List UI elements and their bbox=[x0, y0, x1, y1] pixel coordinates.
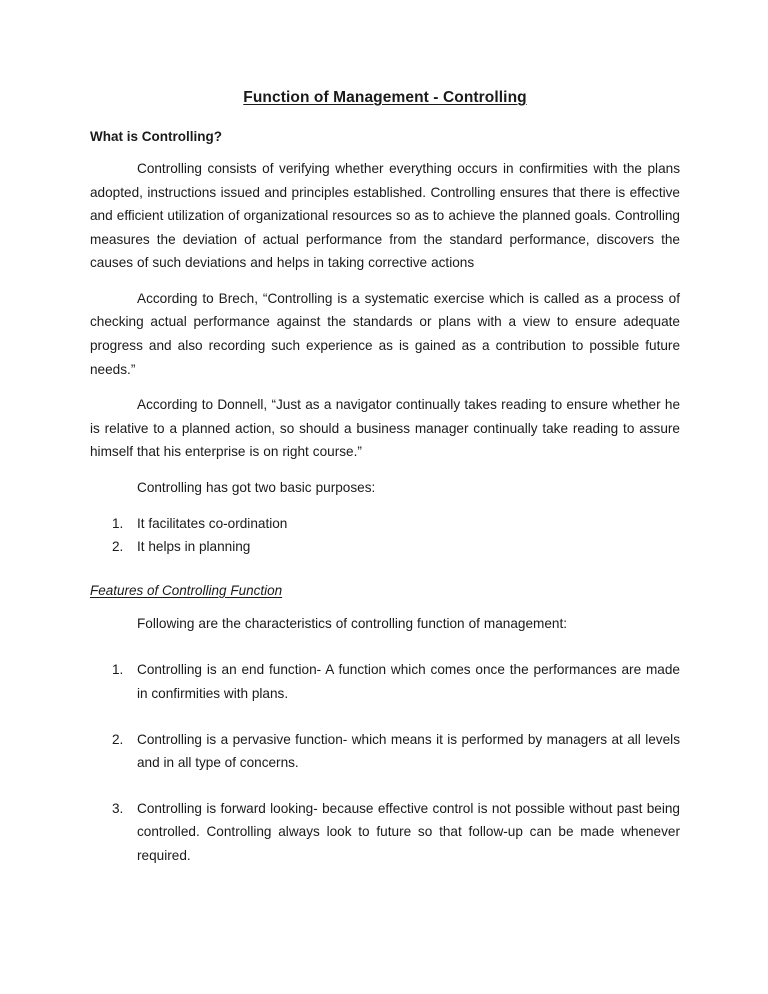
list-marker: 2. bbox=[112, 731, 124, 747]
spacer bbox=[90, 647, 680, 658]
features-list bbox=[90, 658, 680, 867]
paragraph-brech-quote: According to Brech, “Controlling is a systematic exercise which is called as a process of checking actual performance against the standards or plans with a view to ensure adequate progress and also recording such experience as is gained as a contribution to possible future needs.” bbox=[90, 290, 680, 377]
list-item bbox=[90, 535, 680, 559]
list-item-text: It helps in planning bbox=[137, 539, 251, 555]
list-item-text: Controlling is an end function- A function which comes once the performances are made in confirmities with plans. bbox=[137, 662, 680, 702]
paragraph-purposes-intro: Controlling has got two basic purposes: bbox=[137, 480, 376, 496]
document-body bbox=[90, 88, 680, 880]
paragraph-features-intro: Following are the characteristics of controlling function of management: bbox=[137, 615, 568, 631]
paragraph-donnell-quote: According to Donnell, “Just as a navigator continually takes reading to ensure whether he is relative to a planned action, so should a business manager continually take reading to assure himself that his enterprise is on right course.” bbox=[90, 397, 680, 460]
list-item-text: It facilitates co-ordination bbox=[137, 515, 288, 531]
list-item bbox=[90, 797, 680, 868]
list-item bbox=[90, 658, 680, 705]
section-heading-features-wrap bbox=[90, 582, 680, 600]
list-item bbox=[90, 512, 680, 536]
list-item-text: Controlling is forward looking- because effective control is not possible without past being controlled. Controlling always look to future so that follow-up can be made whenever required. bbox=[137, 800, 680, 863]
list-item-text: Controlling is a pervasive function- which means it is performed by managers at all levels and in all type of concerns. bbox=[137, 731, 680, 771]
list-marker: 3. bbox=[112, 800, 124, 816]
list-marker: 1. bbox=[112, 515, 124, 531]
page-title: Function of Management - Controlling bbox=[243, 89, 527, 106]
paragraph-definition: Controlling consists of verifying whether everything occurs in confirmities with the plans adopted, instructions issued and principles established. Controlling ensures that there is effective and efficient utilization of organizational resources so as to achieve the planned goals. Controlling measures the deviation of actual performance from the standard performance, discovers the causes of such deviations and helps in taking corrective actions bbox=[90, 160, 680, 271]
list-item bbox=[90, 728, 680, 775]
list-marker: 2. bbox=[112, 539, 124, 555]
section-heading-what-is-controlling: What is Controlling? bbox=[90, 129, 222, 145]
list-marker: 1. bbox=[112, 662, 124, 678]
section-heading-features: Features of Controlling Function bbox=[90, 582, 283, 598]
spacer bbox=[90, 571, 680, 582]
purposes-list bbox=[90, 512, 680, 559]
